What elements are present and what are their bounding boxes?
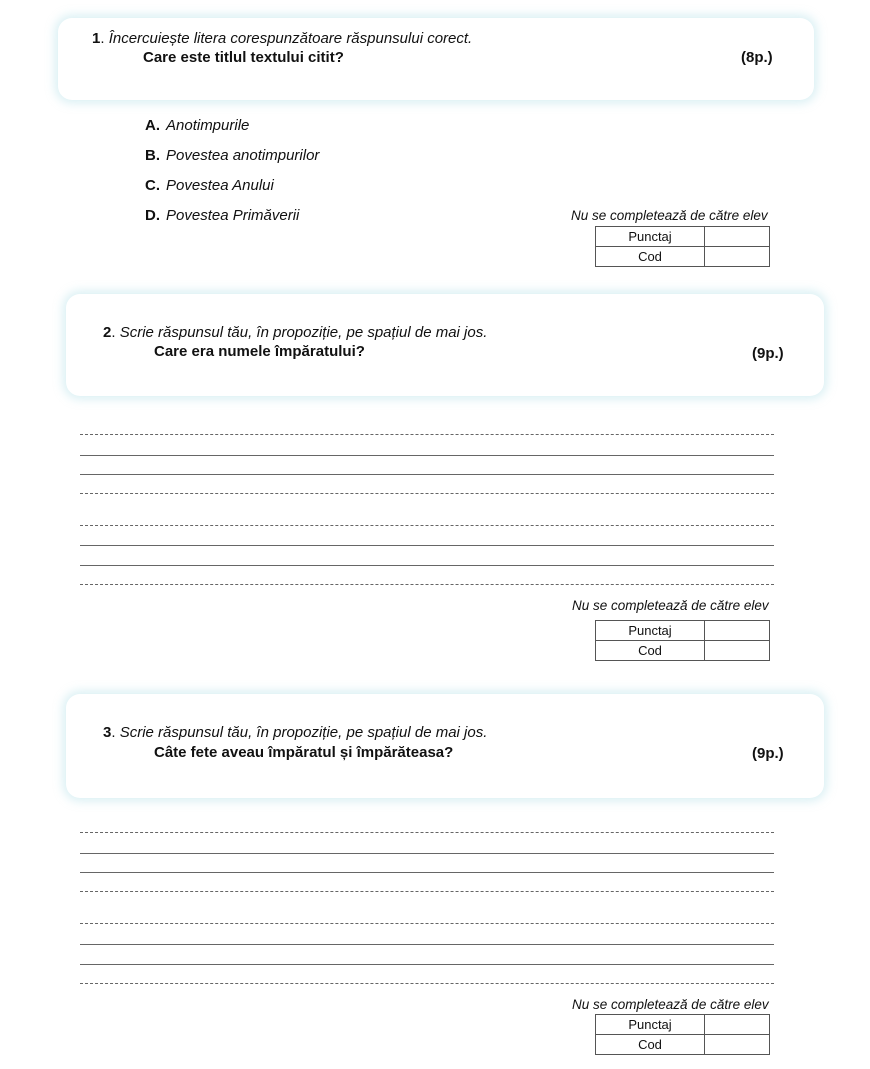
question-2-instruction: 2. Scrie răspunsul tău, în propoziție, pe spațiul de mai jos.	[103, 324, 488, 341]
option-c[interactable]	[145, 177, 274, 194]
question-1-instruction: 1. Încercuiește litera corespunzătoare răspunsului corect.	[92, 30, 473, 47]
option-a-text: Anotimpurile	[166, 117, 250, 134]
option-a[interactable]	[145, 117, 249, 134]
question-3-grading-table	[595, 1014, 770, 1055]
grading-row-score	[596, 621, 770, 641]
question-3-grading-note: Nu se completează de către elev	[572, 997, 769, 1012]
grading-label-code: Cod	[596, 1035, 705, 1055]
grading-row-code	[596, 1035, 770, 1055]
question-3-text: Câte fete aveau împăratul și împărăteasa?	[154, 744, 454, 761]
question-3-number: 3	[103, 724, 112, 741]
answer-line[interactable]	[80, 565, 774, 566]
question-3-instruction-text: Scrie răspunsul tău, în propoziție, pe spațiul de mai jos.	[119, 724, 488, 741]
grading-row-code	[596, 247, 770, 267]
grading-value-code	[705, 247, 770, 267]
grading-row-code	[596, 641, 770, 661]
grading-label-score: Punctaj	[596, 1015, 705, 1035]
answer-line[interactable]	[80, 853, 774, 854]
answer-line[interactable]	[80, 474, 774, 475]
question-2-grading-note: Nu se completează de către elev	[572, 598, 769, 613]
answer-line[interactable]	[80, 832, 774, 833]
question-1-grading-note: Nu se completează de către elev	[571, 208, 768, 223]
option-c-text: Povestea Anului	[166, 177, 274, 194]
option-b-text: Povestea anotimpurilor	[166, 147, 320, 164]
grading-row-score	[596, 227, 770, 247]
grading-value-code	[705, 1035, 770, 1055]
question-1-instruction-text: Încercuiește litera corespunzătoare răspunsului corect.	[108, 30, 473, 47]
answer-line[interactable]	[80, 434, 774, 435]
question-2-number: 2	[103, 324, 112, 341]
grading-value-score	[705, 621, 770, 641]
option-d[interactable]	[145, 207, 299, 224]
question-1-text: Care este titlul textului citit?	[143, 49, 344, 66]
answer-line[interactable]	[80, 983, 774, 984]
question-1-number: 1	[92, 30, 101, 47]
answer-line[interactable]	[80, 872, 774, 873]
answer-line[interactable]	[80, 964, 774, 965]
grading-row-score	[596, 1015, 770, 1035]
answer-line[interactable]	[80, 493, 774, 494]
question-3-points: (9p.)	[752, 745, 784, 762]
grading-label-score: Punctaj	[596, 621, 705, 641]
option-b-letter: B.	[145, 147, 160, 164]
grading-label-score: Punctaj	[596, 227, 705, 247]
question-1-points: (8p.)	[741, 49, 773, 66]
grading-label-code: Cod	[596, 641, 705, 661]
grading-value-code	[705, 641, 770, 661]
option-c-letter: C.	[145, 177, 160, 194]
answer-line[interactable]	[80, 584, 774, 585]
answer-line[interactable]	[80, 455, 774, 456]
question-2-text: Care era numele împăratului?	[154, 343, 365, 360]
answer-line[interactable]	[80, 944, 774, 945]
grading-value-score	[705, 1015, 770, 1035]
option-d-text: Povestea Primăverii	[166, 207, 300, 224]
option-a-letter: A.	[145, 117, 160, 134]
answer-line[interactable]	[80, 525, 774, 526]
question-2-points: (9p.)	[752, 345, 784, 362]
option-d-letter: D.	[145, 207, 160, 224]
option-b[interactable]	[145, 147, 319, 164]
question-1-grading-table	[595, 226, 770, 267]
question-2-grading-table	[595, 620, 770, 661]
grading-label-code: Cod	[596, 247, 705, 267]
grading-value-score	[705, 227, 770, 247]
answer-line[interactable]	[80, 923, 774, 924]
question-3-instruction: 3. Scrie răspunsul tău, în propoziție, pe spațiul de mai jos.	[103, 724, 488, 741]
answer-line[interactable]	[80, 891, 774, 892]
answer-line[interactable]	[80, 545, 774, 546]
question-2-instruction-text: Scrie răspunsul tău, în propoziție, pe spațiul de mai jos.	[119, 324, 488, 341]
